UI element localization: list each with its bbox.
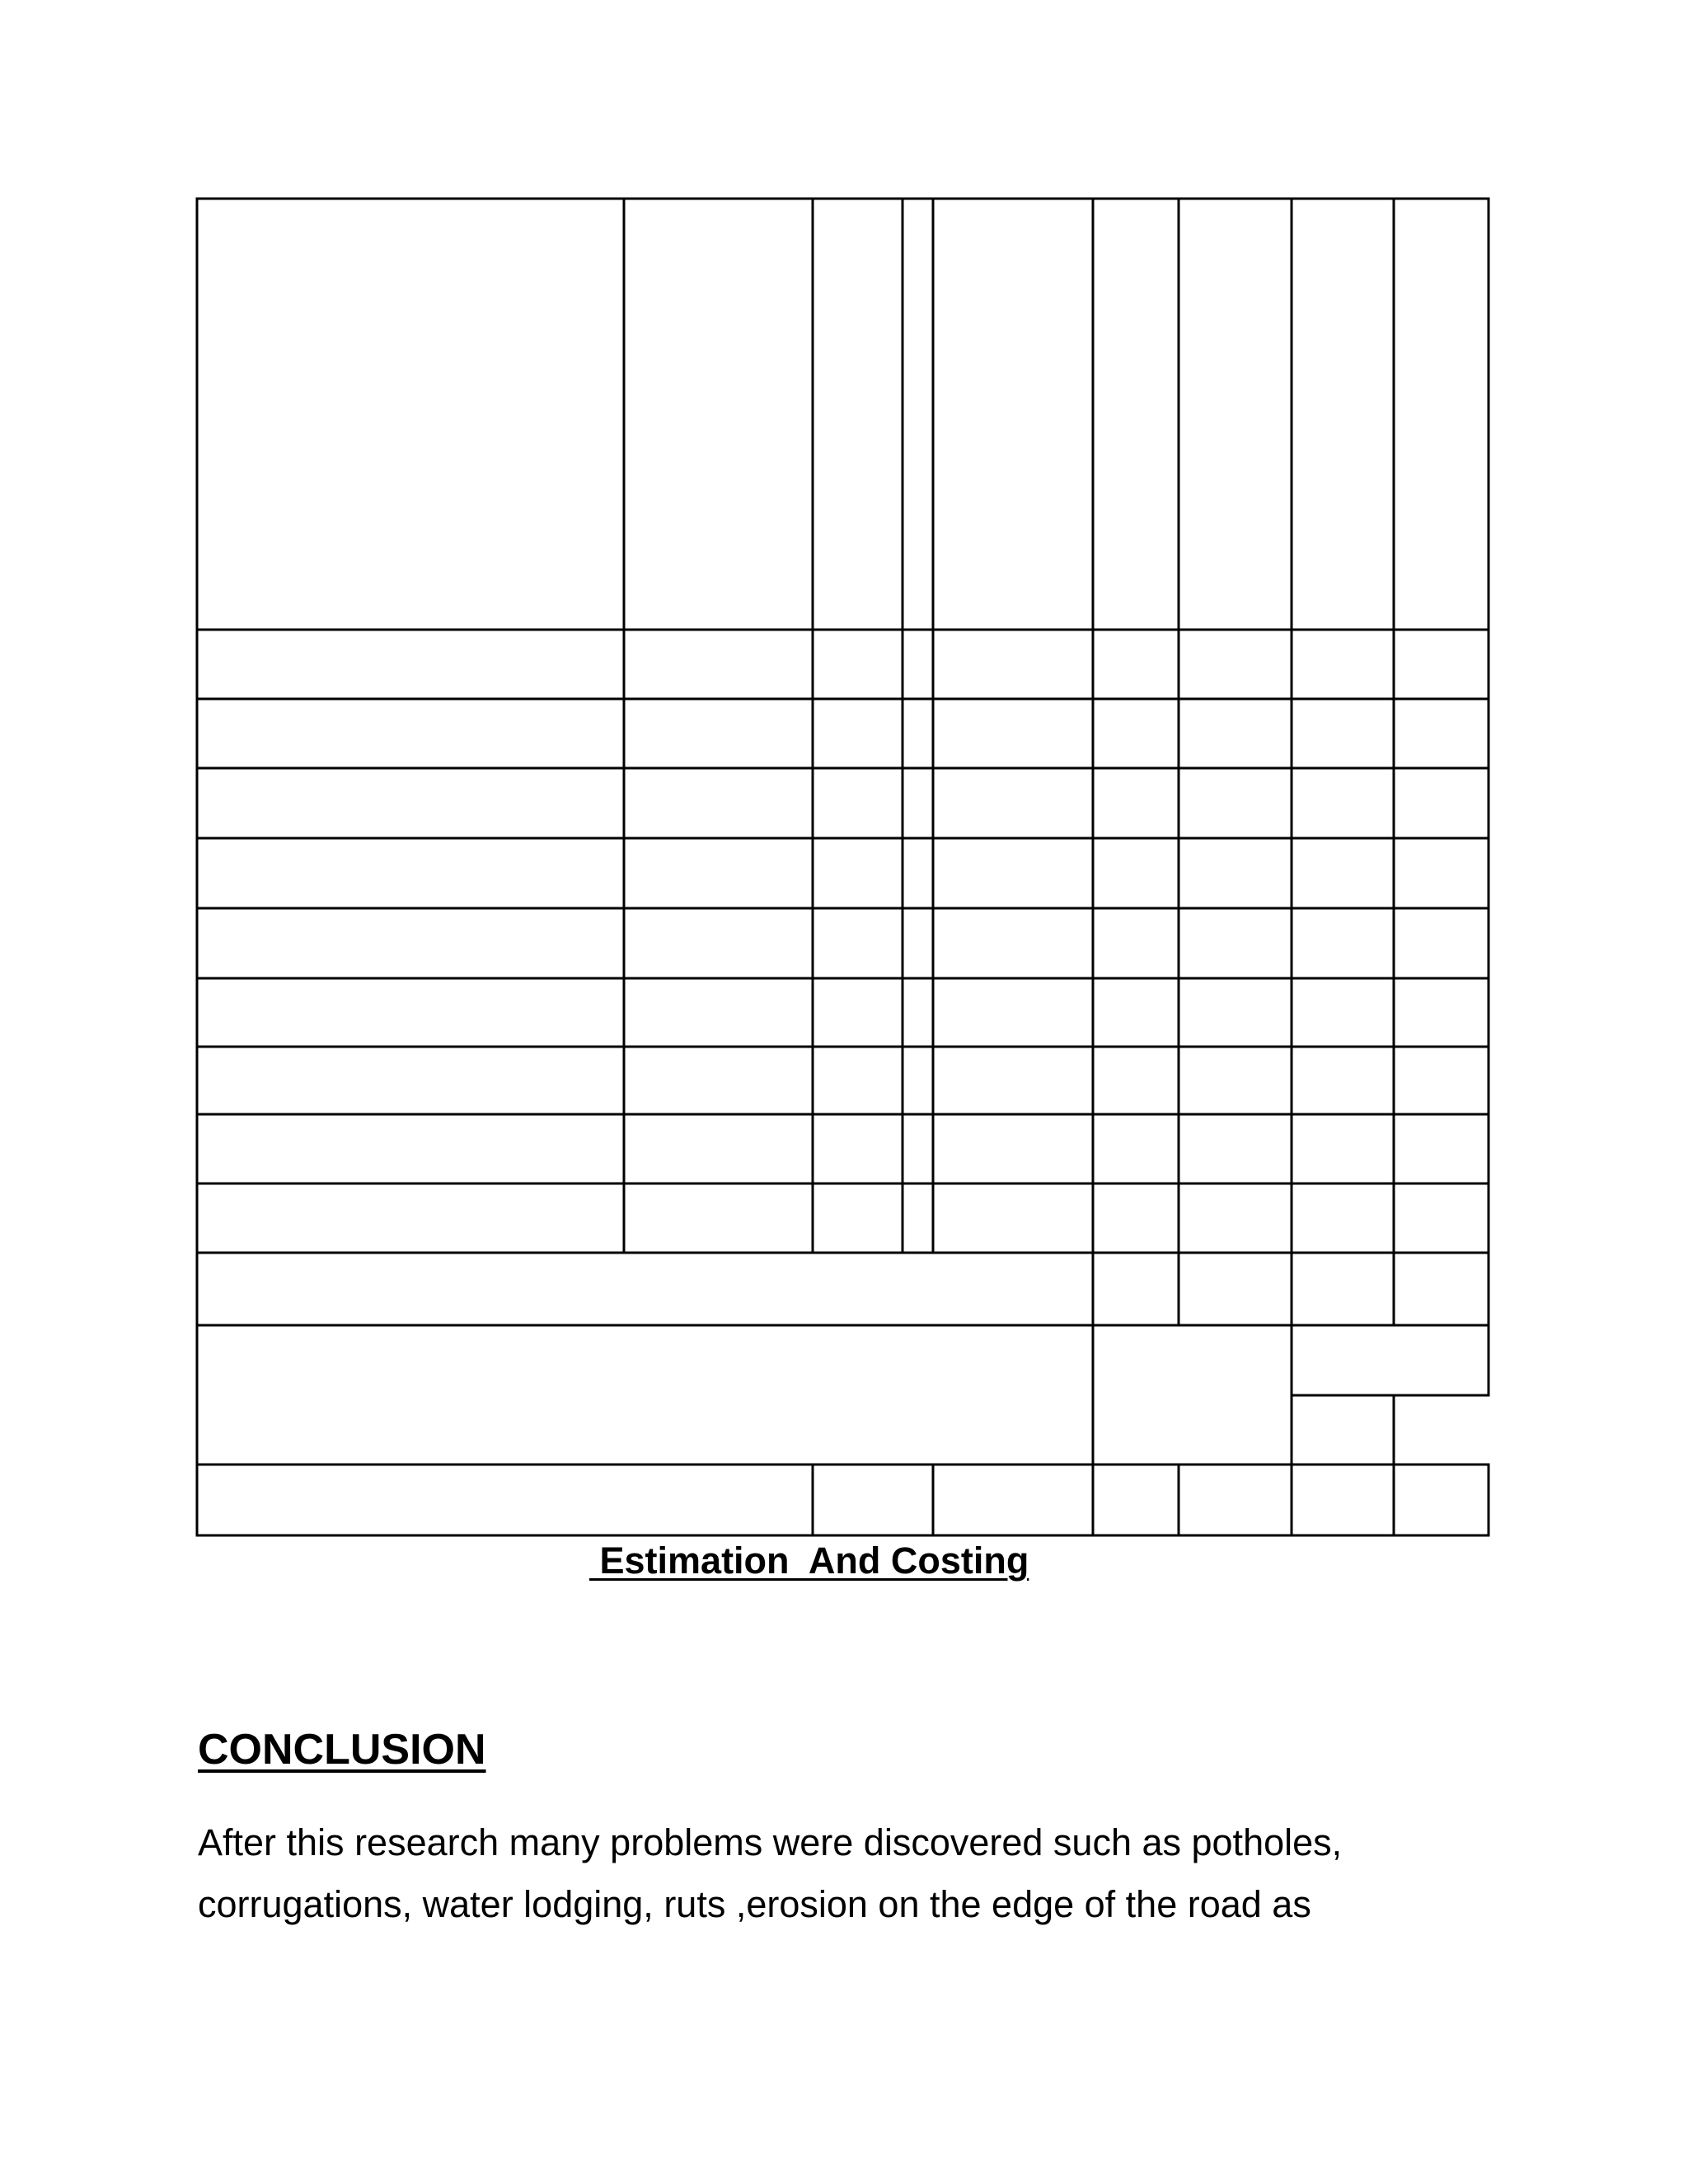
- table-caption: Estimation And Costing: [589, 1540, 1029, 1582]
- conclusion-paragraph: After this research many problems were discovered such as potholes, corrugations, water lodging, ruts ,erosion on the edge of the road as: [198, 1821, 1343, 1925]
- conclusion-heading: CONCLUSION: [198, 1726, 486, 1774]
